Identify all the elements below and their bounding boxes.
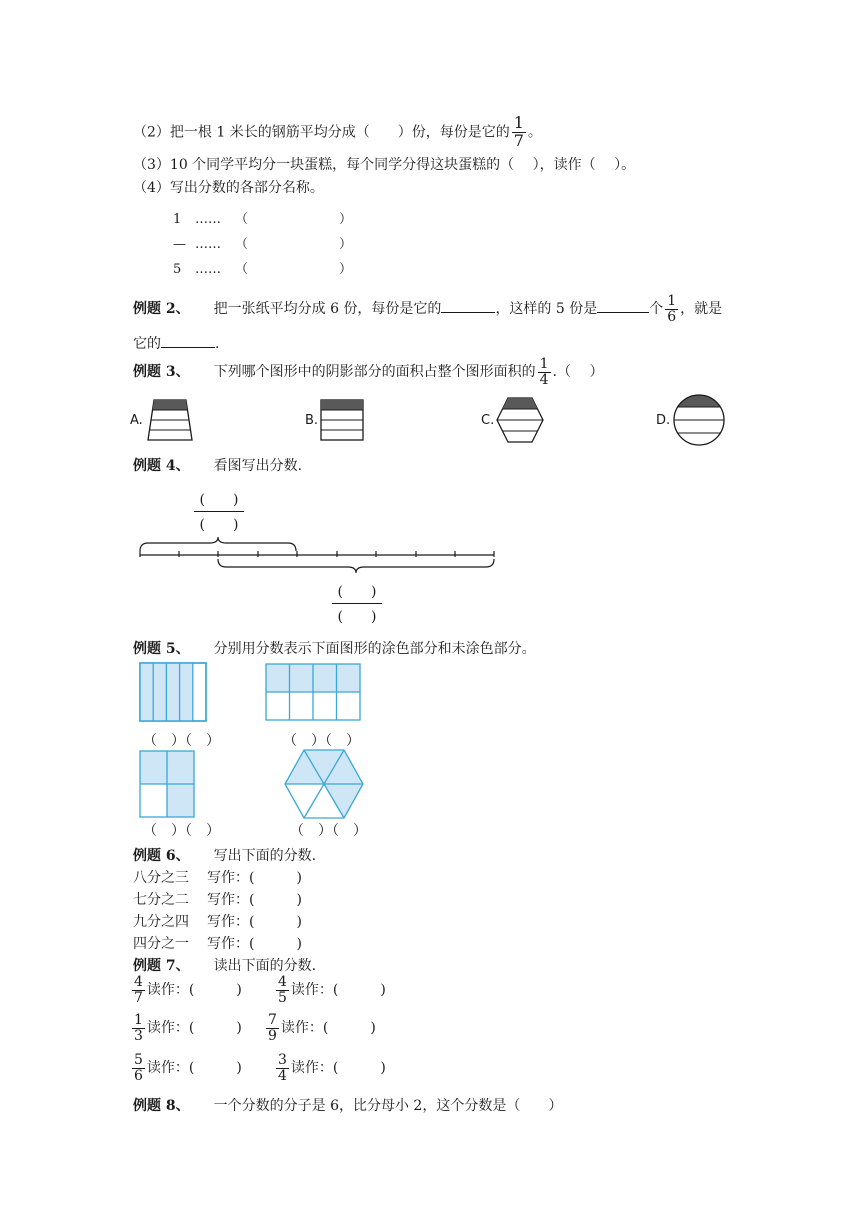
option-d-label[interactable]: D. (656, 413, 671, 428)
four-square (139, 750, 195, 818)
fraction-answer-top[interactable]: ( ) ( ) (190, 489, 248, 534)
example-6: 例题 6、 写出下面的分数. (133, 848, 317, 864)
write-row-4: 四分之一 写作：( ) (133, 936, 302, 952)
read-item-5: $\frac{5}{6}$ 读作：( ) (134, 1052, 242, 1084)
answer-hexagon[interactable]: （ ）（ ） (290, 823, 367, 839)
example-2-line2: 它的 . (133, 333, 219, 353)
fraction-answer-bottom[interactable]: ( ) ( ) (328, 581, 386, 626)
blank-1[interactable] (441, 298, 495, 313)
read-item-1: $\frac{4}{7}$ 读作：( ) (134, 974, 242, 1006)
read-item-3: $\frac{1}{3}$ 读作：( ) (134, 1012, 242, 1044)
fraction-1-3: $\frac{1}{3}$ (134, 1012, 143, 1044)
blank-2[interactable] (597, 298, 649, 313)
hexagon-six-parts (284, 749, 364, 819)
part-row-3: 5 …… （ ） (173, 262, 353, 277)
option-c-hexagon[interactable] (496, 397, 544, 443)
fraction-4-5: $\frac{4}{5}$ (278, 974, 287, 1006)
example-8: 例题 8、 一个分数的分子是 6，比分母小 2，这个分数是（ ） (133, 1098, 563, 1114)
question-4: （4）写出分数的各部分名称。 (133, 180, 324, 196)
answer-striped-rectangle[interactable]: （ ）（ ） (143, 733, 220, 749)
answer-grid-rectangle[interactable]: （ ）（ ） (283, 733, 360, 749)
example-2: 例题 2、 把一张纸平均分成 6 份，每份是它的 ，这样的 5 份是 个 $\frac{1}{6}$ ，就是 (133, 293, 723, 325)
example-2-label: 例题 2、 (133, 301, 190, 318)
example-7-label: 例题 7、 (133, 958, 190, 974)
example-4-label: 例题 4、 (133, 458, 190, 474)
option-a-label[interactable]: A. (130, 413, 143, 428)
example-5: 例题 5、 分别用分数表示下面图形的涂色部分和未涂色部分。 (133, 641, 536, 657)
fraction-4-7: $\frac{4}{7}$ (134, 974, 143, 1006)
fraction-1-7: $\frac{1}{7}$ (513, 113, 524, 150)
striped-rectangle (139, 662, 207, 722)
example-6-label: 例题 6、 (133, 848, 190, 864)
example-3-label: 例题 3、 (133, 364, 190, 381)
example-5-label: 例题 5、 (133, 641, 190, 657)
question-3: （3）10 个同学平均分一块蛋糕，每个同学分得这块蛋糕的（ ），读作（ ）。 (133, 157, 636, 173)
write-row-1: 八分之三 写作：( ) (133, 870, 302, 886)
number-line-diagram (138, 535, 500, 575)
option-d-circle[interactable] (673, 394, 725, 446)
fraction-1-4: $\frac{1}{4}$ (539, 356, 549, 388)
read-item-6: $\frac{3}{4}$ 读作：( ) (278, 1052, 386, 1084)
question-2: （2）把一根 1 米长的钢筋平均分成（ ）份，每份是它的 $\frac{1}{7}$ 。 (133, 113, 542, 150)
fraction-1-6: $\frac{1}{6}$ (667, 293, 677, 325)
grid-rectangle (265, 663, 361, 721)
fraction-3-4: $\frac{3}{4}$ (278, 1052, 287, 1084)
question-2-text: （2）把一根 1 米长的钢筋平均分成（ ）份，每份是它的 (133, 124, 510, 141)
read-item-4: $\frac{7}{9}$ 读作：( ) (268, 1012, 376, 1044)
part-row-2: — …… （ ） (173, 237, 353, 252)
answer-four-square[interactable]: （ ）（ ） (143, 823, 220, 839)
example-8-label: 例题 8、 (133, 1098, 190, 1114)
example-7: 例题 7、 读出下面的分数. (133, 958, 317, 974)
option-b-rectangle[interactable] (320, 399, 364, 441)
option-a-trapezoid[interactable] (146, 398, 196, 442)
fraction-5-6: $\frac{5}{6}$ (134, 1052, 143, 1084)
part-row-1: 1 …… （ ） (173, 212, 353, 227)
example-4: 例题 4、 看图写出分数. (133, 458, 303, 474)
option-b-label[interactable]: B. (305, 413, 319, 428)
blank-3[interactable] (161, 333, 215, 348)
write-row-2: 七分之二 写作：( ) (133, 892, 302, 908)
fraction-7-9: $\frac{7}{9}$ (268, 1012, 277, 1044)
example-3: 例题 3、 下列哪个图形中的阴影部分的面积占整个图形面积的 $\frac{1}{4}$ .（ ） (133, 356, 604, 388)
option-c-label[interactable]: C. (481, 413, 495, 428)
write-row-3: 九分之四 写作：( ) (133, 914, 302, 930)
read-item-2: $\frac{4}{5}$ 读作：( ) (278, 974, 386, 1006)
